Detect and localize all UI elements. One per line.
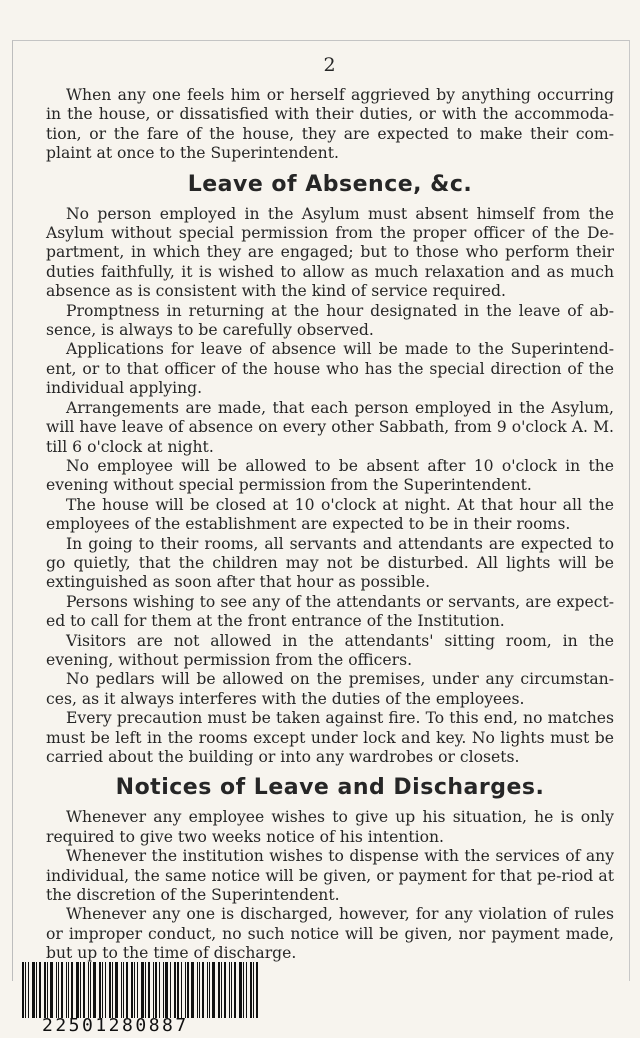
barcode-stripe: [145, 962, 146, 1018]
barcode-stripe: [177, 962, 179, 1018]
barcode-stripe: [155, 962, 157, 1018]
barcode-stripe: [121, 962, 122, 1018]
barcode-stripe: [207, 962, 208, 1018]
barcode-stripe: [99, 962, 101, 1018]
barcode-number: 22501280887: [42, 1015, 189, 1036]
barcode-stripe: [71, 962, 73, 1018]
barcode-stripe: [68, 962, 69, 1018]
barcode-stripe: [76, 962, 79, 1018]
barcode-stripe: [39, 962, 41, 1018]
barcode-stripe: [221, 962, 222, 1018]
barcode-stripe: [134, 962, 135, 1018]
barcode-stripe: [22, 962, 24, 1018]
barcode-stripe: [202, 962, 204, 1018]
barcode-stripe: [25, 962, 26, 1018]
barcode-stripe: [32, 962, 35, 1018]
barcode-stripe: [256, 962, 258, 1018]
paragraph: Visitors are not allowed in the attendants' sitting room, in the evening, without permission from the officers.: [46, 631, 614, 669]
barcode-stripe: [199, 962, 200, 1018]
barcode-stripe: [141, 962, 144, 1018]
paragraph: Promptness in returning at the hour designated in the leave of ab-sence, is always to be carefully observed.: [46, 301, 614, 340]
barcode-stripe: [83, 962, 85, 1018]
barcode-stripe: [115, 962, 118, 1018]
barcode-stripe: [165, 962, 168, 1018]
barcode-stripe: [218, 962, 220, 1018]
paragraph: Whenever the institution wishes to dispense with the services of any individual, the same notice will be given, or payment for that pe-riod at the discretion of the Superintendent.: [46, 847, 614, 905]
barcode-stripe: [153, 962, 154, 1018]
barcode-stripe: [112, 962, 113, 1018]
paragraph: No pedlars will be allowed on the premises, under any circumstan-ces, as it always interferes with the duties of the employees.: [46, 670, 614, 708]
paragraph: Arrangements are made, that each person employed in the Asylum, will have leave of absence on every other Sabbath, from 9 o'clock A. M. till 6 o'clock at night.: [46, 398, 614, 456]
intro-paragraph: When any one feels him or herself aggrieved by anything occurring in the house, or dissatisfied with their duties, or with the accommoda-tion, or the fare of the house, they are expected to make their com-plaint at once to the Superintendent.: [46, 86, 614, 163]
barcode-stripe: [229, 962, 230, 1018]
barcode-stripe: [58, 962, 59, 1018]
barcode-stripe: [123, 962, 124, 1018]
barcode-stripe: [209, 962, 210, 1018]
barcode-stripe: [250, 962, 252, 1018]
barcode-stripe: [187, 962, 189, 1018]
barcode-stripe: [181, 962, 182, 1018]
barcode-stripe: [163, 962, 164, 1018]
paragraph: No employee will be allowed to be absent after 10 o'clock in the evening without special permission from the Superintendent.: [46, 456, 614, 495]
barcode-stripe: [191, 962, 194, 1018]
barcode-stripe: [28, 962, 29, 1018]
barcode-stripe: [80, 962, 81, 1018]
barcode-stripe: [90, 962, 91, 1018]
barcode-stripe: [159, 962, 160, 1018]
barcode-stripe: [88, 962, 89, 1018]
barcode-stripe: [102, 962, 103, 1018]
barcode-stripe: [137, 962, 138, 1018]
barcode-stripe: [44, 962, 46, 1018]
document-page: [46, 54, 614, 964]
paragraph: Applications for leave of absence will be made to the Superintend-ent, or to that officer of the house who has the special direction of the individual applying.: [46, 340, 614, 398]
barcode-stripe: [197, 962, 198, 1018]
section-heading-notices: Notices of Leave and Discharges.: [115, 775, 545, 801]
paragraph: Whenever any employee wishes to give up his situation, he is only required to give two weeks notice of his intention.: [46, 808, 614, 846]
barcode-stripe: [56, 962, 57, 1018]
barcode-stripe: [246, 962, 247, 1018]
barcode-stripe: [93, 962, 96, 1018]
paragraph: Every precaution must be taken against fire. To this end, no matches must be left in the rooms except under lock and key. No lights must be carried about the building or into any wardrobes or closets.: [46, 709, 614, 766]
barcode-stripe: [212, 962, 215, 1018]
page-number: 2: [323, 54, 337, 76]
barcode-stripe: [109, 962, 111, 1018]
barcode-stripe: [224, 962, 226, 1018]
barcode-stripe: [66, 962, 67, 1018]
barcode-stripe: [243, 962, 244, 1018]
section-leave-of-absence: [46, 205, 614, 768]
barcode-stripe: [131, 962, 133, 1018]
barcode-stripe: [231, 962, 232, 1018]
barcode-stripe: [105, 962, 106, 1018]
section-notices: [46, 808, 614, 963]
barcode-stripe: [47, 962, 48, 1018]
barcode-stripe: [61, 962, 63, 1018]
barcode-stripe: [36, 962, 37, 1018]
paragraph: The house will be closed at 10 o'clock at night. At that hour all the employees of the establishment are expected to be in their rooms.: [46, 495, 614, 534]
section-heading-leave-of-absence: Leave of Absence, &c.: [187, 171, 473, 197]
barcode-stripe: [234, 962, 236, 1018]
barcode: [22, 962, 334, 1018]
paragraph: No person employed in the Asylum must absent himself from the Asylum without special permission from the proper officer of the De-partment, in which they are engaged; but to those who perform their duties faithfully, it is wished to allow as much relaxation and as much absence as is consistent with the kind of service required.: [46, 204, 614, 301]
barcode-stripe: [174, 962, 176, 1018]
barcode-stripe: [253, 962, 254, 1018]
paragraph: Persons wishing to see any of the attendants or servants, are expect-ed to call for them at the front entrance of the Institution.: [46, 592, 614, 631]
barcode-stripe: [126, 962, 128, 1018]
barcode-stripe: [185, 962, 186, 1018]
paragraph: In going to their rooms, all servants and attendants are expected to go quietly, that the children may not be disturbed. All lights will be extinguished as soon after that hour as possible.: [46, 534, 614, 592]
barcode-stripe: [148, 962, 150, 1018]
barcode-stripe: [170, 962, 171, 1018]
barcode-stripe: [50, 962, 53, 1018]
paragraph: Whenever any one is discharged, however, for any violation of rules or improper conduct, no such notice will be given, nor payment made, but up to the time of discharge.: [46, 905, 614, 963]
barcode-stripe: [239, 962, 242, 1018]
